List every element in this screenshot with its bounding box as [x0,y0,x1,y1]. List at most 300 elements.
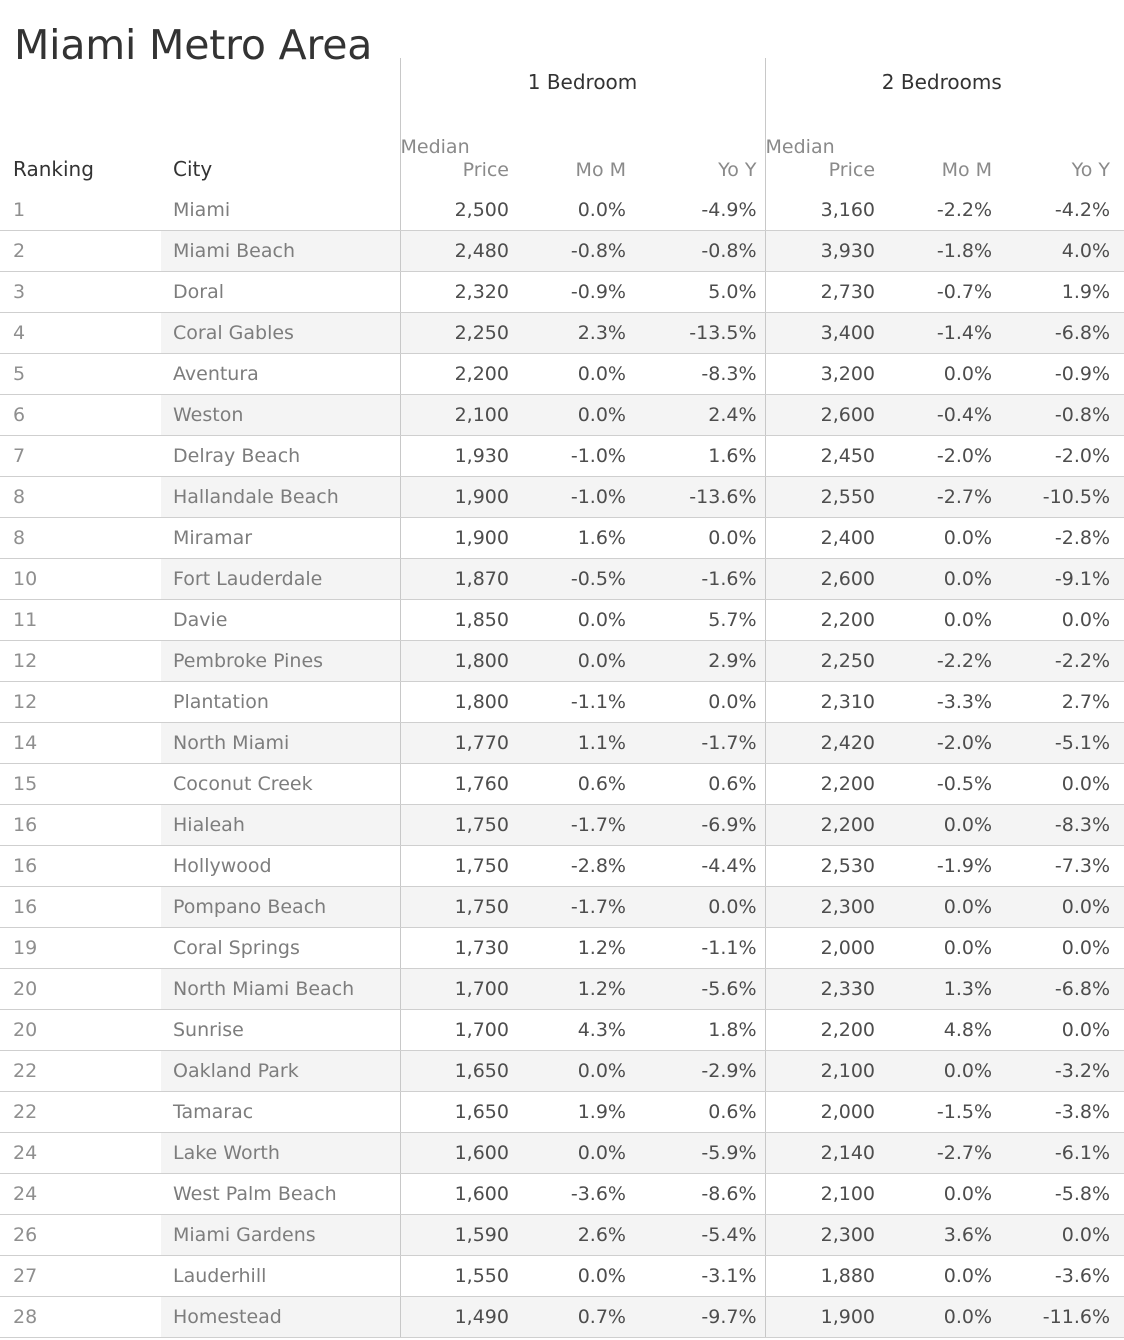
cell-2br-yoy: -3.8% [1000,1092,1118,1133]
cell-2br-price: 2,600 [765,559,883,600]
cell-city: Delray Beach [161,436,400,477]
cell-1br-price: 1,600 [400,1133,517,1174]
cell-city: Miami Beach [161,231,400,272]
cell-2br-yoy: -5.8% [1000,1174,1118,1215]
table-row[interactable] [0,272,1124,313]
rent-comparison-table [0,58,1124,1338]
cell-1br-mom: -0.9% [517,272,634,313]
cell-1br-price: 1,550 [400,1256,517,1297]
row-right-pad [1118,1297,1124,1338]
cell-2br-yoy: -2.0% [1000,436,1118,477]
row-right-pad [1118,313,1124,354]
cell-2br-mom: 0.0% [883,805,1000,846]
cell-1br-yoy: -8.6% [634,1174,765,1215]
cell-2br-price: 2,200 [765,1010,883,1051]
cell-city: Homestead [161,1297,400,1338]
cell-1br-mom: 1.2% [517,969,634,1010]
cell-2br-mom: 0.0% [883,887,1000,928]
cell-ranking: 24 [0,1133,161,1174]
cell-ranking: 8 [0,477,161,518]
cell-1br-price: 1,800 [400,682,517,723]
table-row[interactable] [0,682,1124,723]
column-header-1br-yoy[interactable]: Yo Y [718,159,757,181]
cell-1br-mom: 1.6% [517,518,634,559]
cell-2br-mom: -3.3% [883,682,1000,723]
cell-city: Pompano Beach [161,887,400,928]
cell-2br-yoy: 0.0% [1000,600,1118,641]
cell-1br-yoy: -0.8% [634,231,765,272]
cell-1br-mom: 0.0% [517,641,634,682]
cell-2br-yoy: -0.8% [1000,395,1118,436]
cell-ranking: 16 [0,887,161,928]
row-right-pad [1118,846,1124,887]
cell-1br-yoy: -1.6% [634,559,765,600]
cell-1br-price: 1,760 [400,764,517,805]
cell-ranking: 10 [0,559,161,600]
cell-2br-price: 2,330 [765,969,883,1010]
cell-1br-price: 1,800 [400,641,517,682]
cell-ranking: 16 [0,805,161,846]
cell-1br-price: 1,770 [400,723,517,764]
cell-2br-price: 3,200 [765,354,883,395]
row-right-pad [1118,723,1124,764]
cell-2br-price: 2,140 [765,1133,883,1174]
cell-2br-price: 2,450 [765,436,883,477]
table-row[interactable] [0,1010,1124,1051]
cell-2br-price: 3,400 [765,313,883,354]
cell-1br-yoy: -4.9% [634,190,765,231]
cell-ranking: 11 [0,600,161,641]
cell-1br-price: 1,900 [400,518,517,559]
table-row[interactable] [0,477,1124,518]
cell-city: Tamarac [161,1092,400,1133]
row-right-pad [1118,641,1124,682]
cell-2br-price: 1,900 [765,1297,883,1338]
row-right-pad [1118,600,1124,641]
cell-city: Sunrise [161,1010,400,1051]
cell-1br-price: 2,200 [400,354,517,395]
table-row[interactable] [0,313,1124,354]
cell-city: Coral Gables [161,313,400,354]
cell-2br-mom: -0.5% [883,764,1000,805]
table-row[interactable] [0,1297,1124,1338]
cell-2br-mom: 0.0% [883,1256,1000,1297]
cell-2br-yoy: -6.8% [1000,313,1118,354]
cell-2br-price: 2,250 [765,641,883,682]
cell-2br-yoy: -7.3% [1000,846,1118,887]
cell-1br-mom: 0.0% [517,600,634,641]
cell-ranking: 16 [0,846,161,887]
cell-2br-yoy: -0.9% [1000,354,1118,395]
cell-city: Weston [161,395,400,436]
cell-1br-mom: -0.8% [517,231,634,272]
cell-1br-mom: -1.7% [517,805,634,846]
cell-2br-mom: -0.7% [883,272,1000,313]
cell-city: Hialeah [161,805,400,846]
cell-1br-mom: -1.0% [517,436,634,477]
cell-2br-mom: 3.6% [883,1215,1000,1256]
cell-1br-mom: 0.0% [517,190,634,231]
cell-ranking: 15 [0,764,161,805]
rent-comparison-table-wrapper [0,58,1124,1338]
cell-ranking: 20 [0,969,161,1010]
cell-1br-mom: 1.9% [517,1092,634,1133]
cell-1br-mom: 0.0% [517,1051,634,1092]
cell-city: North Miami [161,723,400,764]
cell-2br-mom: -2.2% [883,190,1000,231]
column-header-city[interactable]: City [173,157,213,181]
cell-2br-mom: -0.4% [883,395,1000,436]
cell-city: Doral [161,272,400,313]
table-header [0,58,1124,190]
cell-ranking: 6 [0,395,161,436]
cell-ranking: 26 [0,1215,161,1256]
cell-city: Hollywood [161,846,400,887]
cell-ranking: 12 [0,682,161,723]
cell-2br-price: 2,550 [765,477,883,518]
cell-city: Lauderhill [161,1256,400,1297]
row-right-pad [1118,231,1124,272]
table-row[interactable] [0,231,1124,272]
cell-2br-price: 3,160 [765,190,883,231]
table-row[interactable] [0,190,1124,231]
cell-2br-price: 2,600 [765,395,883,436]
cell-2br-price: 2,420 [765,723,883,764]
cell-1br-yoy: 0.6% [634,764,765,805]
table-row[interactable] [0,600,1124,641]
cell-1br-yoy: -4.4% [634,846,765,887]
cell-1br-mom: 1.2% [517,928,634,969]
cell-1br-price: 2,250 [400,313,517,354]
table-row[interactable] [0,1092,1124,1133]
cell-2br-mom: -2.0% [883,436,1000,477]
cell-2br-yoy: 0.0% [1000,1215,1118,1256]
cell-2br-yoy: -6.1% [1000,1133,1118,1174]
cell-2br-mom: 0.0% [883,559,1000,600]
cell-2br-yoy: -9.1% [1000,559,1118,600]
cell-2br-mom: -2.7% [883,477,1000,518]
cell-city: Pembroke Pines [161,641,400,682]
cell-1br-mom: 0.7% [517,1297,634,1338]
cell-ranking: 20 [0,1010,161,1051]
cell-ranking: 22 [0,1051,161,1092]
column-header-ranking[interactable]: Ranking [13,157,94,181]
cell-2br-mom: 0.0% [883,928,1000,969]
cell-city: Coral Springs [161,928,400,969]
cell-city: Fort Lauderdale [161,559,400,600]
cell-2br-mom: 0.0% [883,1174,1000,1215]
row-right-pad [1118,354,1124,395]
table-row[interactable] [0,395,1124,436]
cell-2br-yoy: 1.9% [1000,272,1118,313]
cell-2br-mom: 0.0% [883,1297,1000,1338]
cell-2br-mom: 0.0% [883,600,1000,641]
cell-2br-yoy: 2.7% [1000,682,1118,723]
row-right-pad [1118,395,1124,436]
cell-1br-mom: 0.0% [517,395,634,436]
cell-2br-price: 2,200 [765,600,883,641]
cell-2br-yoy: -3.6% [1000,1256,1118,1297]
cell-1br-yoy: -5.9% [634,1133,765,1174]
cell-1br-price: 2,500 [400,190,517,231]
cell-2br-mom: -1.4% [883,313,1000,354]
cell-1br-yoy: 0.0% [634,518,765,559]
cell-2br-yoy: 4.0% [1000,231,1118,272]
cell-ranking: 3 [0,272,161,313]
cell-1br-yoy: 1.8% [634,1010,765,1051]
cell-1br-yoy: 0.0% [634,887,765,928]
header-right-pad-2 [1118,110,1124,190]
table-row[interactable] [0,1051,1124,1092]
cell-2br-yoy: -2.8% [1000,518,1118,559]
cell-city: Oakland Park [161,1051,400,1092]
cell-city: Miami [161,190,400,231]
cell-1br-yoy: -5.4% [634,1215,765,1256]
row-right-pad [1118,805,1124,846]
table-row[interactable] [0,436,1124,477]
cell-2br-mom: 0.0% [883,518,1000,559]
cell-1br-mom: -1.1% [517,682,634,723]
cell-2br-mom: -1.5% [883,1092,1000,1133]
cell-1br-yoy: 0.0% [634,682,765,723]
cell-2br-mom: -2.0% [883,723,1000,764]
cell-1br-mom: 2.3% [517,313,634,354]
cell-2br-price: 2,200 [765,764,883,805]
column-header-2br-yoy[interactable]: Yo Y [1071,159,1111,181]
cell-1br-price: 1,490 [400,1297,517,1338]
row-right-pad [1118,1051,1124,1092]
cell-2br-price: 2,200 [765,805,883,846]
cell-2br-yoy: -6.8% [1000,969,1118,1010]
table-row[interactable] [0,846,1124,887]
cell-1br-mom: 0.0% [517,354,634,395]
cell-ranking: 5 [0,354,161,395]
cell-2br-price: 2,100 [765,1051,883,1092]
column-header-1br-median-price[interactable] [400,110,517,190]
table-row[interactable] [0,354,1124,395]
cell-2br-mom: -2.7% [883,1133,1000,1174]
cell-1br-mom: -1.7% [517,887,634,928]
cell-ranking: 7 [0,436,161,477]
cell-1br-yoy: 0.6% [634,1092,765,1133]
cell-ranking: 4 [0,313,161,354]
cell-city: Davie [161,600,400,641]
table-row[interactable] [0,928,1124,969]
cell-1br-yoy: -1.7% [634,723,765,764]
table-row[interactable] [0,559,1124,600]
row-right-pad [1118,887,1124,928]
cell-2br-price: 2,300 [765,887,883,928]
cell-1br-mom: 1.1% [517,723,634,764]
cell-2br-yoy: -11.6% [1000,1297,1118,1338]
row-right-pad [1118,1010,1124,1051]
cell-2br-yoy: -4.2% [1000,190,1118,231]
cell-1br-mom: 0.0% [517,1256,634,1297]
cell-1br-price: 1,650 [400,1092,517,1133]
cell-2br-yoy: 0.0% [1000,928,1118,969]
table-row[interactable] [0,1174,1124,1215]
cell-2br-yoy: -5.1% [1000,723,1118,764]
cell-1br-price: 2,480 [400,231,517,272]
group-header-1-bedroom: 1 Bedroom [400,58,765,110]
cell-1br-yoy: 2.4% [634,395,765,436]
row-right-pad [1118,1256,1124,1297]
median-label-2br: Median [765,136,835,158]
column-header-2br-median-price[interactable] [765,110,883,190]
cell-1br-mom: 4.3% [517,1010,634,1051]
group-header-row [0,58,1124,110]
cell-1br-yoy: -5.6% [634,969,765,1010]
table-row[interactable] [0,805,1124,846]
row-right-pad [1118,1133,1124,1174]
cell-ranking: 28 [0,1297,161,1338]
cell-1br-mom: -2.8% [517,846,634,887]
cell-ranking: 27 [0,1256,161,1297]
page-title: Miami Metro Area [14,21,373,69]
cell-ranking: 12 [0,641,161,682]
table-row[interactable] [0,1215,1124,1256]
cell-1br-mom: -1.0% [517,477,634,518]
row-right-pad [1118,436,1124,477]
cell-ranking: 8 [0,518,161,559]
row-right-pad [1118,928,1124,969]
cell-2br-price: 2,400 [765,518,883,559]
cell-1br-yoy: 1.6% [634,436,765,477]
cell-1br-yoy: -1.1% [634,928,765,969]
cell-2br-yoy: -8.3% [1000,805,1118,846]
cell-2br-price: 2,000 [765,1092,883,1133]
cell-1br-price: 1,590 [400,1215,517,1256]
row-right-pad [1118,1215,1124,1256]
price-label-1br: Price [462,159,509,181]
cell-1br-mom: 0.0% [517,1133,634,1174]
cell-ranking: 24 [0,1174,161,1215]
row-right-pad [1118,1092,1124,1133]
cell-1br-price: 1,700 [400,969,517,1010]
table-row[interactable] [0,641,1124,682]
cell-1br-yoy: -8.3% [634,354,765,395]
cell-2br-price: 3,930 [765,231,883,272]
cell-1br-yoy: -3.1% [634,1256,765,1297]
table-row[interactable] [0,1256,1124,1297]
cell-city: Aventura [161,354,400,395]
cell-1br-price: 1,850 [400,600,517,641]
column-header-2br-mom[interactable]: Mo M [941,159,993,181]
cell-2br-yoy: -3.2% [1000,1051,1118,1092]
cell-2br-yoy: 0.0% [1000,764,1118,805]
cell-1br-price: 1,930 [400,436,517,477]
cell-2br-yoy: 0.0% [1000,887,1118,928]
cell-ranking: 22 [0,1092,161,1133]
row-right-pad [1118,969,1124,1010]
cell-1br-price: 1,650 [400,1051,517,1092]
cell-1br-yoy: -13.5% [634,313,765,354]
cell-1br-mom: -3.6% [517,1174,634,1215]
cell-2br-mom: -2.2% [883,641,1000,682]
cell-city: North Miami Beach [161,969,400,1010]
row-right-pad [1118,559,1124,600]
cell-2br-price: 2,300 [765,1215,883,1256]
row-right-pad [1118,272,1124,313]
cell-1br-yoy: 5.7% [634,600,765,641]
cell-2br-mom: 0.0% [883,354,1000,395]
cell-1br-price: 1,730 [400,928,517,969]
median-label-1br: Median [400,136,470,158]
table-row[interactable] [0,723,1124,764]
cell-city: Miami Gardens [161,1215,400,1256]
cell-1br-yoy: -9.7% [634,1297,765,1338]
cell-2br-mom: 1.3% [883,969,1000,1010]
cell-2br-yoy: -10.5% [1000,477,1118,518]
cell-ranking: 14 [0,723,161,764]
table-row[interactable] [0,518,1124,559]
table-body [0,190,1124,1338]
cell-2br-price: 2,530 [765,846,883,887]
row-right-pad [1118,190,1124,231]
cell-2br-price: 2,310 [765,682,883,723]
cell-ranking: 1 [0,190,161,231]
cell-city: West Palm Beach [161,1174,400,1215]
cell-2br-price: 1,880 [765,1256,883,1297]
cell-ranking: 2 [0,231,161,272]
cell-1br-price: 1,600 [400,1174,517,1215]
cell-1br-yoy: 2.9% [634,641,765,682]
row-right-pad [1118,518,1124,559]
column-header-1br-mom[interactable]: Mo M [575,159,626,181]
row-right-pad [1118,764,1124,805]
cell-2br-mom: 0.0% [883,1051,1000,1092]
table-row[interactable] [0,887,1124,928]
cell-city: Plantation [161,682,400,723]
cell-2br-yoy: -2.2% [1000,641,1118,682]
cell-1br-mom: 2.6% [517,1215,634,1256]
cell-1br-price: 1,750 [400,805,517,846]
cell-1br-price: 1,700 [400,1010,517,1051]
cell-1br-yoy: -13.6% [634,477,765,518]
row-right-pad [1118,1174,1124,1215]
cell-2br-price: 2,100 [765,1174,883,1215]
table-row[interactable] [0,1133,1124,1174]
cell-2br-price: 2,000 [765,928,883,969]
row-right-pad [1118,682,1124,723]
row-right-pad [1118,477,1124,518]
cell-city: Hallandale Beach [161,477,400,518]
cell-2br-price: 2,730 [765,272,883,313]
table-row[interactable] [0,969,1124,1010]
cell-2br-mom: -1.9% [883,846,1000,887]
cell-1br-mom: -0.5% [517,559,634,600]
cell-ranking: 19 [0,928,161,969]
cell-1br-price: 1,870 [400,559,517,600]
cell-1br-mom: 0.6% [517,764,634,805]
cell-1br-yoy: -2.9% [634,1051,765,1092]
cell-2br-mom: 4.8% [883,1010,1000,1051]
table-row[interactable] [0,764,1124,805]
cell-city: Lake Worth [161,1133,400,1174]
cell-1br-yoy: 5.0% [634,272,765,313]
cell-1br-price: 1,750 [400,846,517,887]
cell-city: Coconut Creek [161,764,400,805]
cell-1br-price: 2,320 [400,272,517,313]
group-header-2-bedrooms: 2 Bedrooms [765,58,1118,110]
cell-2br-yoy: 0.0% [1000,1010,1118,1051]
header-right-pad [1118,58,1124,110]
cell-1br-price: 1,900 [400,477,517,518]
cell-1br-price: 1,750 [400,887,517,928]
cell-1br-yoy: -6.9% [634,805,765,846]
cell-1br-price: 2,100 [400,395,517,436]
cell-city: Miramar [161,518,400,559]
